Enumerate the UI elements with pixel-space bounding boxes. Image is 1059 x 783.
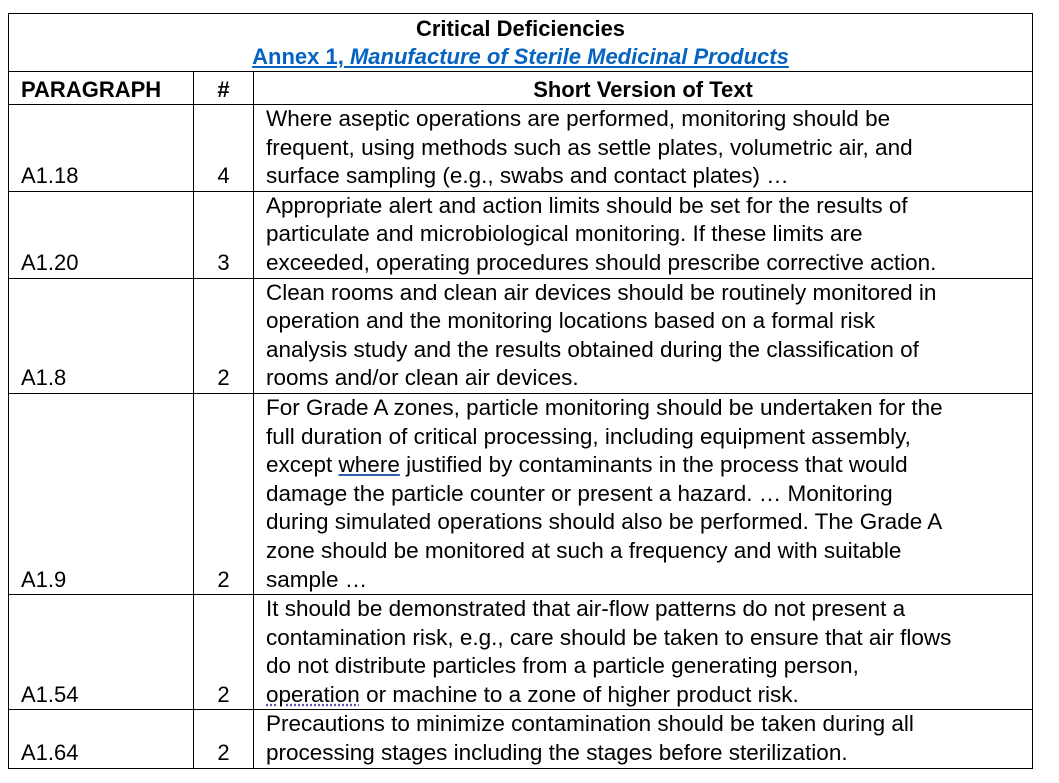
table-title: Critical Deficiencies [415,15,626,41]
text-line: frequent, using methods such as settle plates, volumetric air, and [266,134,913,160]
annex-link-prefix: Annex 1, [252,43,350,69]
text-line: Appropriate alert and action limits should be set for the results of [266,192,908,218]
text-cell [254,278,1033,393]
count-cell: 2 [194,393,254,594]
paragraph-cell: A1.64 [9,710,194,768]
paragraph-cell: A1.8 [9,278,194,393]
spellcheck-marked-word: operation [266,681,360,707]
count-cell: 3 [194,191,254,278]
text-line: Precautions to minimize contamination should be taken during all [266,711,914,737]
text-line: Where aseptic operations are performed, monitoring should be [266,106,891,131]
spellcheck-marked-word: where [338,452,400,478]
text-segment: or machine to a zone of higher product risk. [359,681,799,707]
paragraph-cell: A1.20 [9,191,194,278]
text-line: It should be demonstrated that air-flow patterns do not present a [266,596,906,622]
text-segment: justified by contaminants in the process that would [399,452,908,478]
critical-deficiencies-table [8,13,1033,769]
text-line: during simulated operations should also be performed. The Grade A [266,509,943,535]
text-line: zone should be monitored at such a frequency and with suitable [266,537,902,563]
count-cell: 4 [194,105,254,192]
header-paragraph: PARAGRAPH [9,72,194,105]
annex-link[interactable] [252,43,789,71]
annex-link-title: Manufacture of Sterile Medicinal Products [349,43,789,69]
text-line: sample … [266,566,368,592]
text-line: contamination risk, e.g., care should be taken to ensure that air flows [266,624,952,650]
title-cell [9,14,1033,72]
text-cell [254,191,1033,278]
header-row [9,72,1033,105]
header-count: # [194,72,254,105]
paragraph-cell: A1.54 [9,595,194,710]
count-cell: 2 [194,710,254,768]
text-line: analysis study and the results obtained during the classification of [266,336,919,362]
text-line: processing stages including the stages before sterilization. [266,740,848,766]
paragraph-cell: A1.18 [9,105,194,192]
count-cell: 2 [194,278,254,393]
text-cell [254,710,1033,768]
table-row [9,278,1033,393]
title-row [9,14,1033,72]
text-cell [254,393,1033,594]
table-row [9,393,1033,594]
text-line [266,681,1032,710]
text-line: exceeded, operating procedures should prescribe corrective action. [266,249,937,275]
text-cell [254,105,1033,192]
text-line: particulate and microbiological monitoring. If these limits are [266,221,863,247]
table-row [9,710,1033,768]
table-row [9,191,1033,278]
text-line: rooms and/or clean air devices. [266,365,579,391]
count-cell: 2 [194,595,254,710]
text-cell [254,595,1033,710]
text-line: do not distribute particles from a particle generating person, [266,653,859,679]
text-line: damage the particle counter or present a hazard. … Monitoring [266,480,893,506]
table-row [9,105,1033,192]
text-line: operation and the monitoring locations based on a formal risk [266,308,876,334]
table-row [9,595,1033,710]
text-segment: except [266,452,339,478]
text-line: surface sampling (e.g., swabs and contact plates) … [266,163,789,189]
text-line: full duration of critical processing, including equipment assembly, [266,423,911,449]
text-line [266,451,1032,480]
paragraph-cell: A1.9 [9,393,194,594]
header-text: Short Version of Text [254,72,1033,105]
text-line: Clean rooms and clean air devices should be routinely monitored in [266,279,937,305]
text-line: For Grade A zones, particle monitoring should be undertaken for the [266,394,943,420]
